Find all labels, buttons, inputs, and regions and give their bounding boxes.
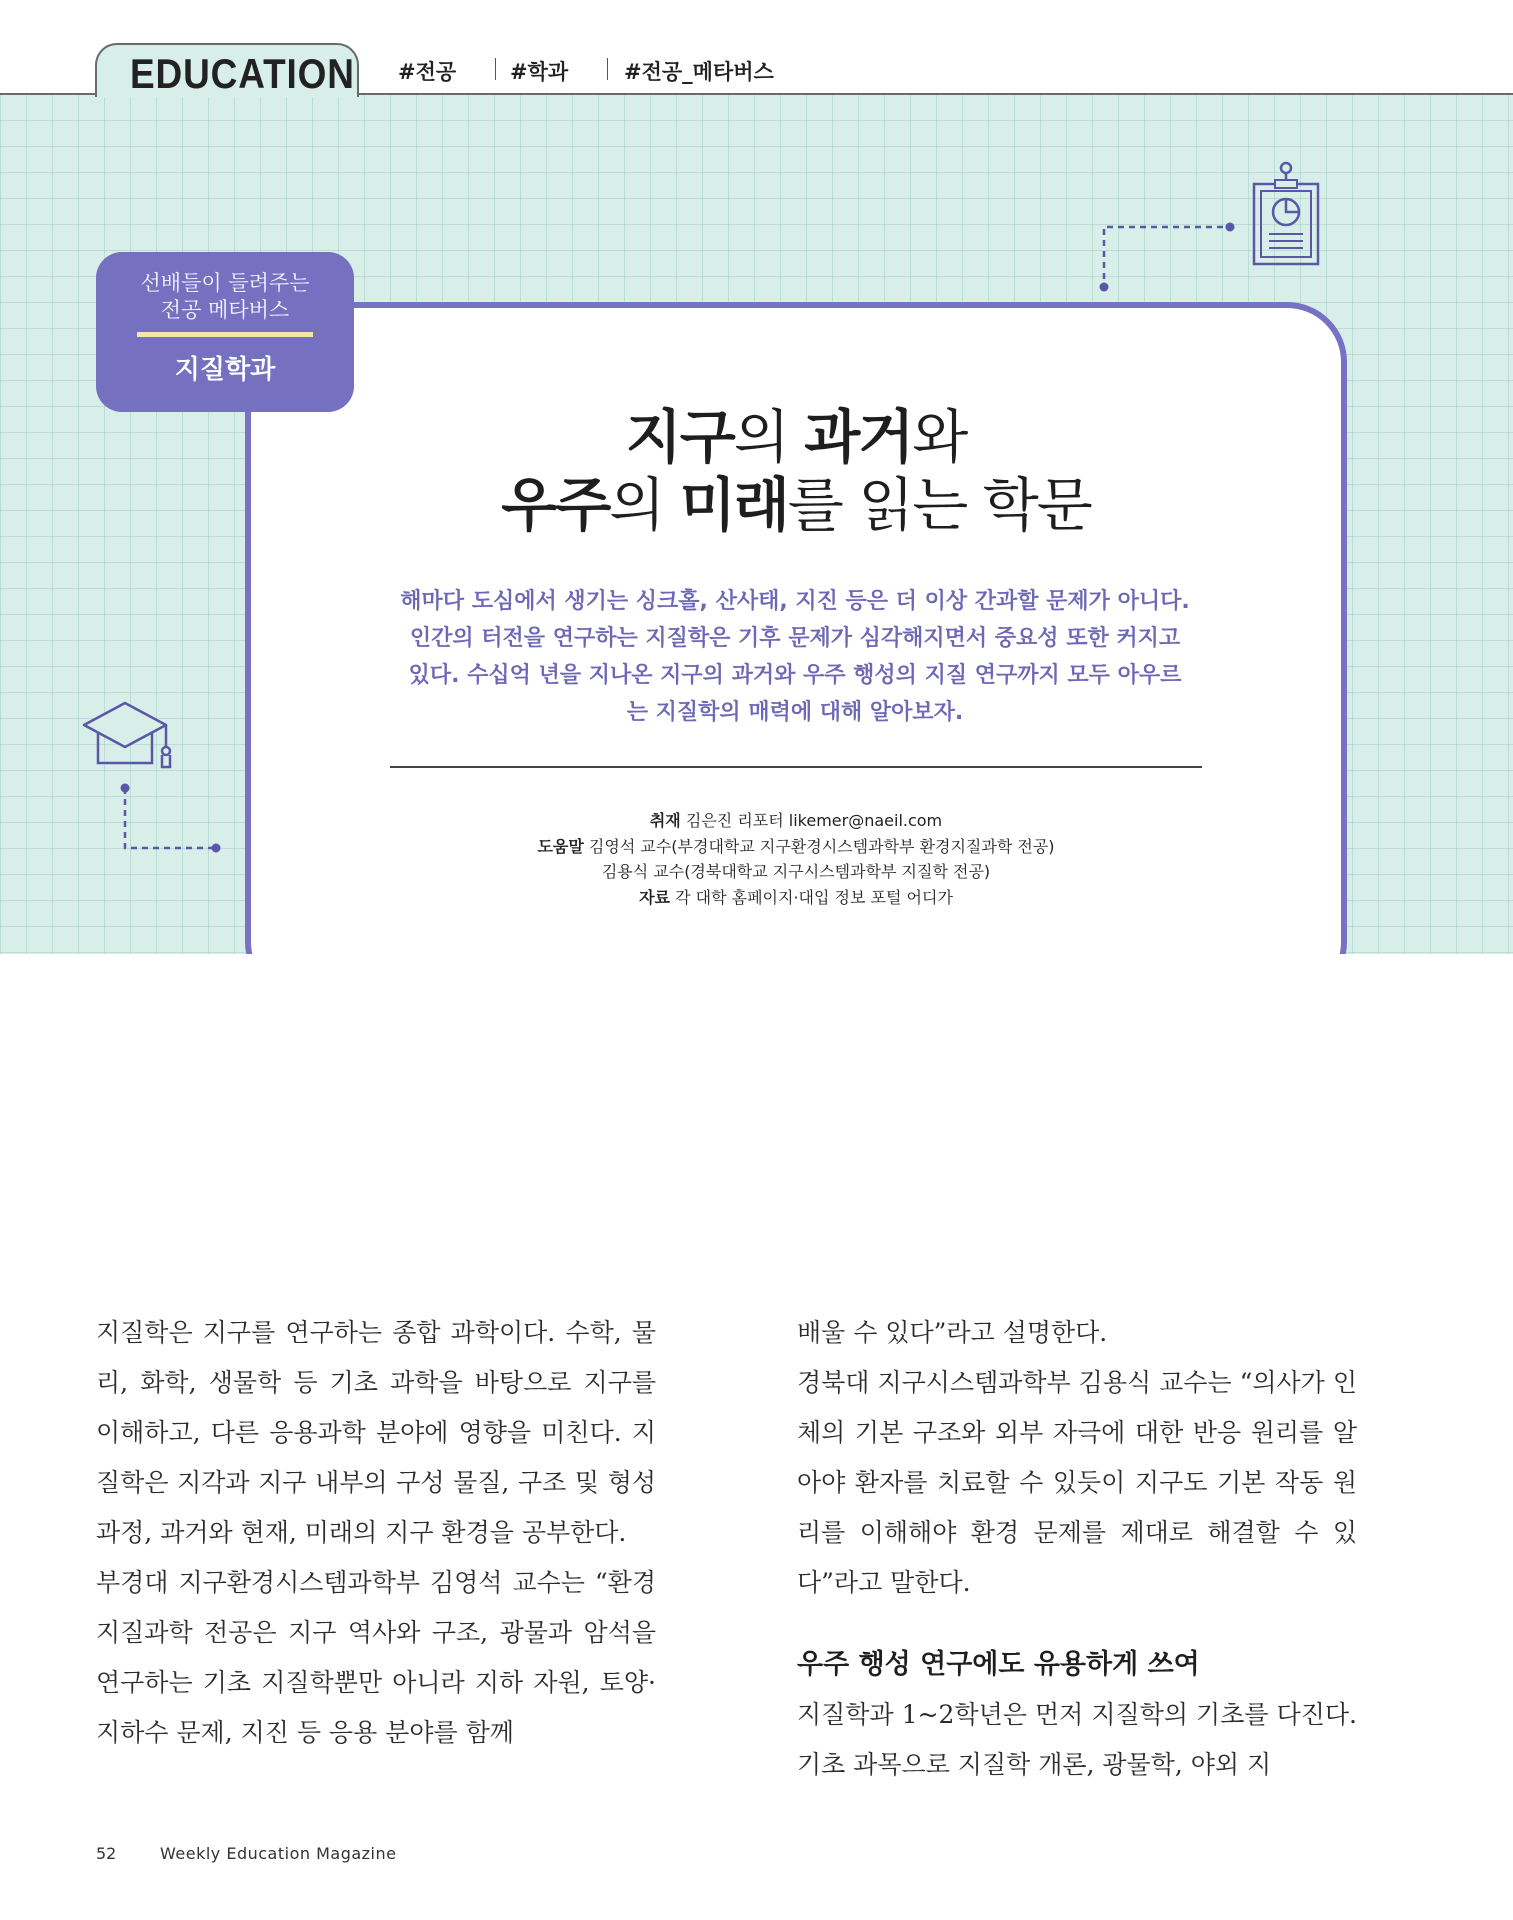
headline-word: 미래 — [679, 471, 788, 539]
headline-word: 의 — [609, 471, 680, 539]
tag-metaverse: #전공_메타버스 — [624, 60, 774, 84]
credit-label: 취재 — [649, 811, 681, 830]
tag-divider — [607, 58, 608, 80]
body-paragraph: 경북대 지구시스템과학부 김용식 교수는 “의사가 인체의 기본 구조와 외부 자극에 대한 반응 원리를 알아야 환자를 치료할 수 있듯이 지구도 기본 작동 원리를 이해해야 환경 문제를 제대로 해결할 수 있다”라고 말한다. — [797, 1368, 1357, 1597]
section-title: EDUCATION — [130, 50, 355, 97]
credit-source — [390, 885, 1202, 911]
headline-word: 를 읽는 학문 — [787, 471, 1091, 539]
body-paragraph: 배울 수 있다”라고 설명한다. — [797, 1318, 1108, 1347]
badge-subject: 지질학과 — [174, 355, 276, 385]
headline-word: 지구 — [625, 403, 734, 471]
magazine-name: Weekly Education Magazine — [160, 1844, 397, 1863]
badge-series-line1: 선배들이 들려주는 — [140, 271, 310, 295]
tag-major: #전공 — [398, 60, 457, 84]
body-column-left — [96, 1308, 656, 1758]
credits-block — [390, 808, 1202, 910]
page-number: 52 — [96, 1844, 117, 1863]
credit-reporter — [390, 808, 1202, 834]
lead-paragraph: 해마다 도심에서 생기는 싱크홀, 산사태, 지진 등은 더 이상 간과할 문제가 아니다. 인간의 터전을 연구하는 지질학은 기후 문제가 심각해지면서 중요성 또한 커지고 있다. 수십억 년을 지나온 지구의 과거와 우주 행성의 지질 연구까지 모두 아우르는 지질학의 매력에 대해 알아보자. — [400, 589, 1190, 725]
credit-value: 김은진 리포터 likemer@naeil.com — [685, 811, 943, 830]
tag-divider — [495, 58, 496, 80]
frame-cutoff — [0, 954, 1513, 1054]
headline-word: 와 — [912, 403, 967, 471]
credit-help — [390, 834, 1202, 860]
badge-series-line2: 전공 메타버스 — [160, 298, 290, 322]
headline-word: 과거 — [804, 403, 913, 471]
headline-word: 우주 — [501, 471, 610, 539]
body-column-right — [797, 1308, 1357, 1790]
credit-label: 자료 — [639, 887, 670, 907]
badge-underline — [137, 332, 313, 337]
credit-value: 김영석 교수(부경대학교 지구환경시스템과학부 환경지질과학 전공) — [588, 836, 1055, 856]
dotted-connector-bottom — [115, 780, 225, 855]
body-paragraph: 부경대 지구환경시스템과학부 김영석 교수는 “환경지질과학 전공은 지구 역사와 구조, 광물과 암석을 연구하는 기초 지질학뿐만 아니라 지하 자원, 토양·지하수 문제, 지진 등 응용 분야를 함께 — [96, 1568, 656, 1747]
headline-line2 — [245, 458, 1347, 542]
series-badge — [96, 252, 354, 412]
body-paragraph: 지질학은 지구를 연구하는 종합 과학이다. 수학, 물리, 화학, 생물학 등 기초 과학을 바탕으로 지구를 이해하고, 다른 응용과학 분야에 영향을 미친다. 지질학은 지각과 지구 내부의 구성 물질, 구조 및 형성 과정, 과거와 현재, 미래의 지구 환경을 공부한다. — [96, 1318, 656, 1547]
graduation-cap-icon — [80, 695, 180, 775]
lead-divider — [390, 766, 1202, 768]
tag-department: #학과 — [510, 60, 569, 84]
clipboard-chart-icon — [1245, 160, 1325, 272]
section-subheading: 우주 행성 연구에도 유용하게 쓰여 — [797, 1649, 1200, 1680]
credit-label: 도움말 — [537, 836, 584, 856]
headline-word: 의 — [733, 403, 805, 471]
body-paragraph: 지질학과 1~2학년은 먼저 지질학의 기초를 다진다. 기초 과목으로 지질학 개론, 광물학, 야외 지 — [797, 1700, 1357, 1779]
credit-help-2: 김용식 교수(경북대학교 지구시스템과학부 지질학 전공) — [601, 862, 991, 881]
credit-value: 각 대학 홈페이지·대입 정보 포털 어디가 — [675, 887, 953, 907]
dotted-connector-top — [1090, 215, 1250, 295]
